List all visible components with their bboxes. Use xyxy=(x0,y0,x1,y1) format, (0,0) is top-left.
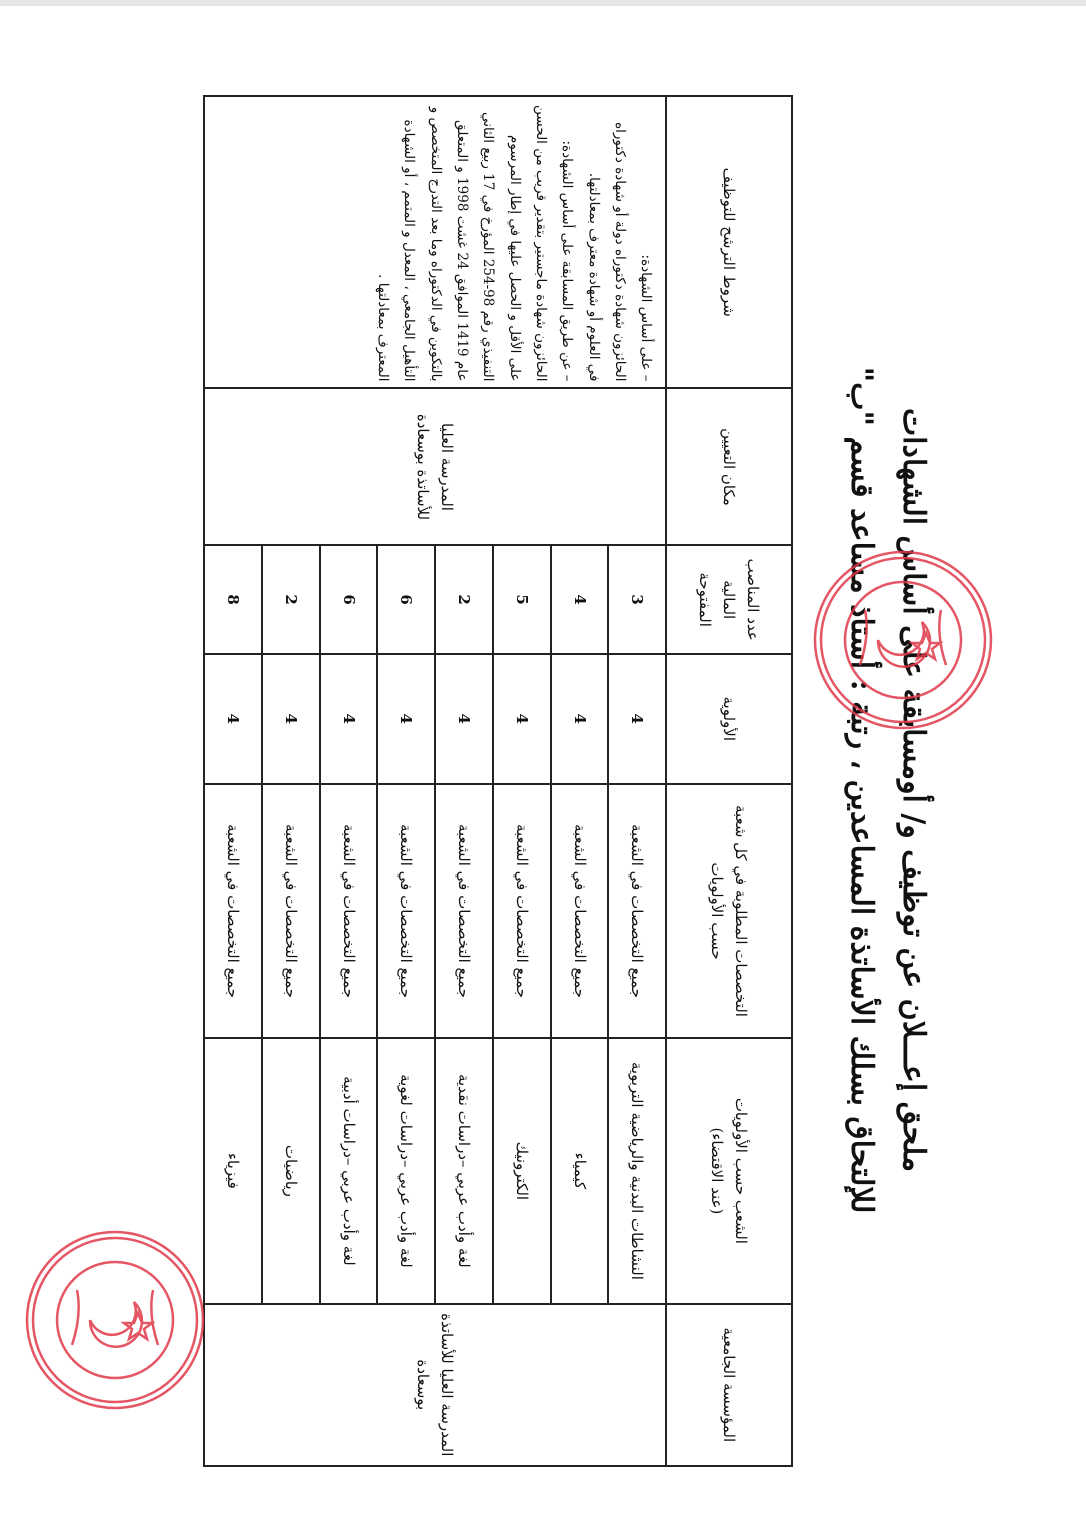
cell-positions: 2 xyxy=(435,545,493,653)
cell-priority: 4 xyxy=(551,654,609,784)
cell-positions: 2 xyxy=(262,545,320,653)
header-specialties: التخصصات المطلوبة في كل شعبة حسب الأولويات xyxy=(666,784,792,1039)
recruitment-table xyxy=(203,95,793,1467)
cell-branch: لغة وأدب عربي –دراسات نقدية xyxy=(435,1038,493,1303)
cell-positions: 6 xyxy=(320,545,378,653)
title-line-1: ملحق إعـــلان عن توظيف و/ أومسابقة على أساس الشهادات xyxy=(896,407,931,1173)
table-row xyxy=(609,96,667,1466)
header-branch xyxy=(666,1038,792,1303)
rotated-page-content xyxy=(143,65,943,1465)
header-location: مكان التعيين xyxy=(666,388,792,545)
cell-branch: رياضيات xyxy=(262,1038,320,1303)
cell-priority: 4 xyxy=(609,654,667,784)
header-institution: المؤسسة الجامعية xyxy=(666,1304,792,1466)
stamp-seal-icon xyxy=(808,545,998,735)
cell-institution: المدرسة العليا للأساتذة بوسعادة xyxy=(204,1304,666,1466)
stamp-seal-icon xyxy=(20,1225,210,1415)
cell-positions: 3 xyxy=(609,545,667,653)
cell-branch: لغة وأدب عربي –دراسات لغوية xyxy=(377,1038,435,1303)
cell-priority: 4 xyxy=(204,654,262,784)
cell-specialty: جميع التخصصات في الشعبة xyxy=(204,784,262,1039)
header-priority: الأولوية xyxy=(666,654,792,784)
cell-priority: 4 xyxy=(493,654,551,784)
cell-specialty: جميع التخصصات في الشعبة xyxy=(609,784,667,1039)
cell-positions: 8 xyxy=(204,545,262,653)
header-conditions: شروط الترشح للتوظيف xyxy=(666,96,792,388)
cell-specialty: جميع التخصصات في الشعبة xyxy=(320,784,378,1039)
document-heading xyxy=(803,65,943,1465)
cell-specialty: جميع التخصصات في الشعبة xyxy=(262,784,320,1039)
header-branch-label: الشعب حسب الأولويات xyxy=(732,1097,751,1244)
cell-priority: 4 xyxy=(435,654,493,784)
cell-specialty: جميع التخصصات في الشعبة xyxy=(435,784,493,1039)
condition-text-1: الحائزون شهادة دكتوراه دولة أو شهادة دكتوراه في العلوم أو شهادة معترف بمعادلتها. xyxy=(585,122,628,382)
cell-priority: 4 xyxy=(320,654,378,784)
cell-positions: 6 xyxy=(377,545,435,653)
title-line-2: للإلتحاق بسلك الأساتذة المساعدين ، رتبة : أستاذ مساعد قسم "ب" xyxy=(844,366,879,1214)
cell-specialty: جميع التخصصات في الشعبة xyxy=(551,784,609,1039)
header-positions: عدد المناصب المالية المفتوحة xyxy=(666,545,792,653)
cell-branch: النشاطات البدنية والرياضية التربوية xyxy=(609,1038,667,1303)
cell-positions: 5 xyxy=(493,545,551,653)
cell-branch: فيزياء xyxy=(204,1038,262,1303)
official-stamp-left xyxy=(20,1225,210,1415)
condition-text-2: الحائزون شهادة ماجستير بتقدير قريب من الحسن على الأقل و الحصل عليها في إطار المرسوم التنفيذي رقم 98-254 المؤرخ في 17 ربيع الثاني عام 1419 الموافق 24 غشت 1998 و المتعلق بالتكوين في الدكتوراه وما بعد التدرج المتخصص و التأهيل الجامعي ، المعدل و المتمم ، أو الشهادة المعترف بمعادلتها . xyxy=(375,105,550,382)
condition-heading-2: – عن طريق المسابقة على أساس الشهادة: xyxy=(559,140,576,382)
table-header-row xyxy=(666,96,792,1466)
header-branch-note: (عند الاقتضاء) xyxy=(708,1127,727,1215)
cell-branch: الكترونيك xyxy=(493,1038,551,1303)
cell-branch: كيمياء xyxy=(551,1038,609,1303)
cell-priority: 4 xyxy=(262,654,320,784)
page-top-edge xyxy=(0,0,1086,6)
cell-location: المدرسة العليا للأساتذة بوسعادة xyxy=(204,388,666,545)
condition-heading-1: – على أساس الشهادة: xyxy=(638,254,655,382)
official-stamp-right xyxy=(808,545,998,735)
cell-specialty: جميع التخصصات في الشعبة xyxy=(493,784,551,1039)
cell-positions: 4 xyxy=(551,545,609,653)
cell-specialty: جميع التخصصات في الشعبة xyxy=(377,784,435,1039)
cell-branch: لغة وأدب عربي –دراسات أدبية xyxy=(320,1038,378,1303)
cell-conditions xyxy=(204,96,666,388)
cell-priority: 4 xyxy=(377,654,435,784)
